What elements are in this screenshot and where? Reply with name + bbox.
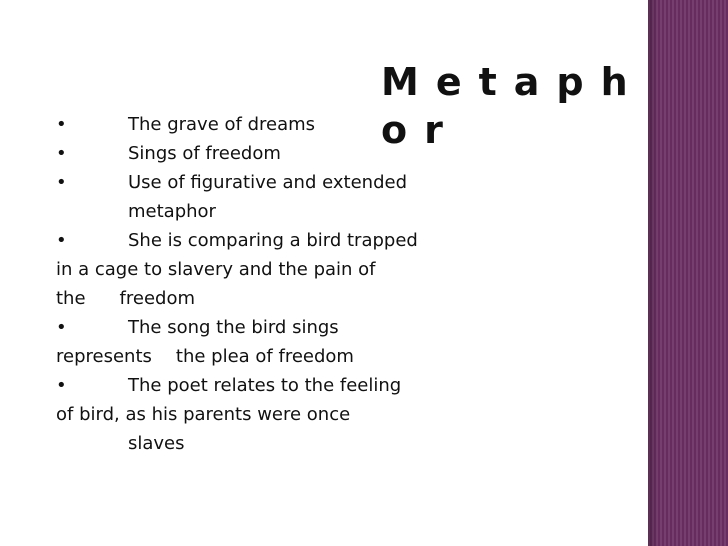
bullet-marker: • <box>56 114 67 135</box>
bullet-continuation <box>56 197 486 226</box>
bullet-marker: • <box>56 143 67 164</box>
bullet-marker: • <box>56 317 67 338</box>
bullet-item <box>56 226 486 255</box>
bullet-text: in a cage to slavery and the pain of <box>56 259 376 280</box>
bullet-text: The song the bird sings <box>128 317 339 338</box>
bullet-marker: • <box>56 375 67 396</box>
bullet-continuation <box>56 429 486 458</box>
bullet-list <box>56 110 486 458</box>
bullet-text: the plea of freedom <box>175 346 354 367</box>
bullet-item <box>56 110 486 139</box>
bullet-item <box>56 371 486 400</box>
bullet-continuation <box>56 255 486 284</box>
bullet-text: Sings of freedom <box>128 143 281 164</box>
bullet-continuation <box>56 342 486 371</box>
bullet-continuation <box>56 400 486 429</box>
decorative-side-band <box>648 0 728 546</box>
bullet-text: metaphor <box>128 201 216 222</box>
bullet-text: The grave of dreams <box>128 114 316 135</box>
bullet-item <box>56 313 486 342</box>
bullet-text: She is comparing a bird trapped <box>128 230 418 251</box>
bullet-marker: • <box>56 172 67 193</box>
bullet-text: slaves <box>128 433 185 454</box>
slide-title: Metaphor <box>381 60 645 152</box>
bullet-text: Use of figurative and extended <box>128 172 407 193</box>
bullet-text: represents <box>56 346 152 367</box>
bullet-marker: • <box>56 230 67 251</box>
bullet-text: of bird, as his parents were once <box>56 404 351 425</box>
bullet-text: The poet relates to the feeling <box>128 375 402 396</box>
bullet-item <box>56 168 486 197</box>
bullet-continuation <box>56 284 486 313</box>
bullet-text: freedom <box>119 288 196 309</box>
bullet-text: the <box>56 288 86 309</box>
bullet-item <box>56 139 486 168</box>
